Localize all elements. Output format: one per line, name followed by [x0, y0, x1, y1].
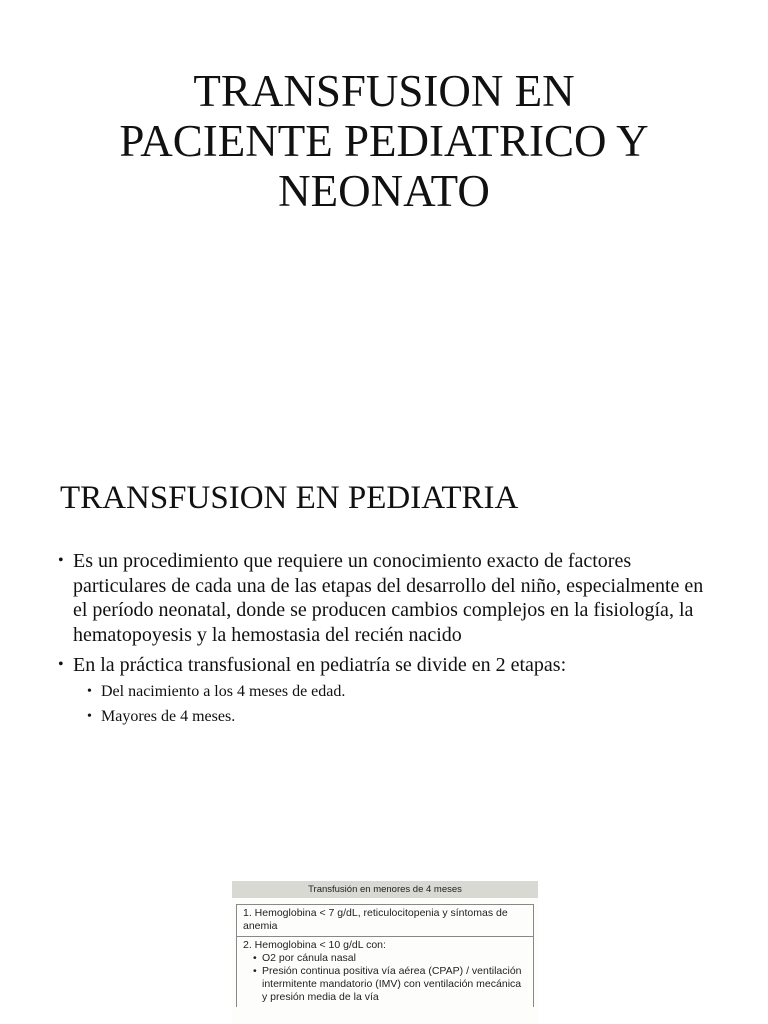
sub-bullet-list [87, 682, 718, 727]
section-heading: TRANSFUSION EN PEDIATRIA [60, 480, 519, 516]
table-row-sublist [243, 952, 527, 1004]
table-row [237, 904, 533, 936]
bullet-item [58, 653, 718, 727]
sub-bullet-item: • Del nacimiento a los 4 meses de edad. [87, 682, 718, 702]
table-row-subitem: • Presión continua positiva vía aérea (CPAP) / ventilación intermitente mandatorio (IMV) con ventilación mecánica y presión media de la vía [253, 965, 527, 1004]
bullet-text: Es un procedimiento que requiere un conocimiento exacto de factores particulares de cada una de las etapas del desarrollo del niño, especialmente en el período neonatal, donde se producen cambios complejos en la fisiología, la hematopoyesis y la hemostasia del recién nacido [73, 550, 704, 646]
table-row-subitem: • O2 por cánula nasal [253, 952, 527, 965]
bullet-item [58, 549, 718, 647]
table-row-text: 2. Hemoglobina < 10 g/dL con: [243, 939, 386, 951]
bullet-text: En la práctica transfusional en pediatría se divide en 2 etapas: [73, 654, 567, 676]
table-row-text: 1. Hemoglobina < 7 g/dL, reticulocitopenia y síntomas de anemia [243, 907, 508, 932]
slide-title: TRANSFUSION EN PACIENTE PEDIATRICO Y NEONATO [119, 66, 649, 216]
sub-bullet-item: • Mayores de 4 meses. [87, 707, 718, 727]
bullet-list [58, 549, 718, 733]
table-row [237, 936, 533, 1007]
table-header: Transfusión en menores de 4 meses [232, 881, 538, 898]
table-body [236, 904, 534, 1007]
transfusion-table-image [232, 881, 538, 1024]
